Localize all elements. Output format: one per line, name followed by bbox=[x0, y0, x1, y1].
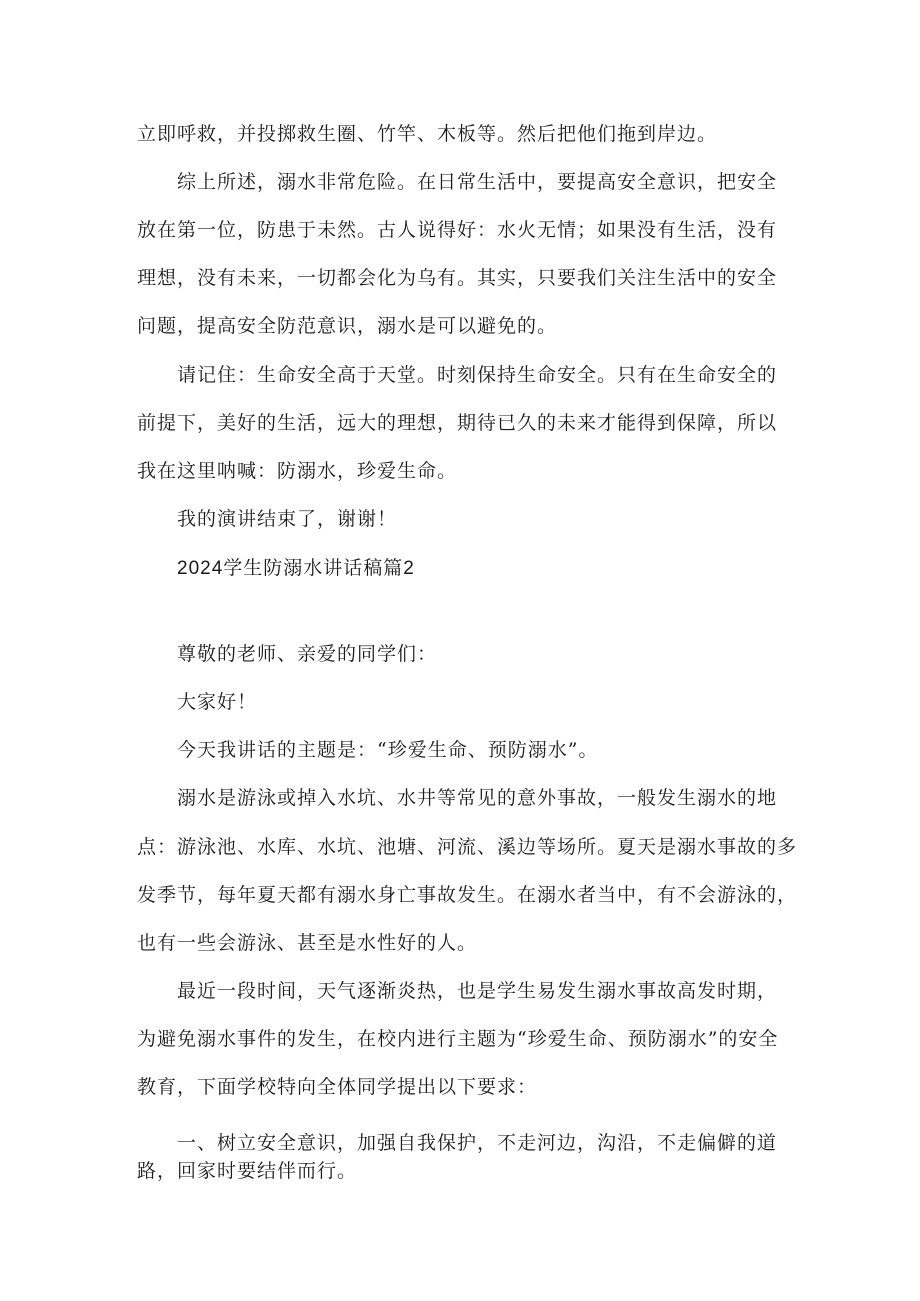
paragraph-line: 溺水是游泳或掉入水坑、水井等常见的意外事故，一般发生溺水的地 bbox=[177, 787, 778, 809]
paragraph-line: 教育，下面学校特向全体同学提出以下要求： bbox=[137, 1076, 538, 1098]
paragraph-line: 放在第一位，防患于未然。古人说得好：水火无情；如果没有生活，没有 bbox=[137, 219, 778, 241]
paragraph-line: 我在这里呐喊：防溺水，珍爱生命。 bbox=[137, 460, 458, 482]
paragraph-line: 今天我讲话的主题是：“珍爱生命、预防溺水”。 bbox=[177, 739, 599, 761]
salutation: 尊敬的老师、亲爱的同学们： bbox=[177, 643, 438, 665]
paragraph-line: 路，回家时要结伴而行。 bbox=[137, 1160, 358, 1182]
paragraph-line: 最近一段时间，天气逐渐炎热，也是学生易发生溺水事故高发时期， bbox=[177, 980, 778, 1002]
paragraph-line: 请记住：生命安全高于天堂。时刻保持生命安全。只有在生命安全的 bbox=[177, 364, 778, 386]
paragraph-line: 一、树立安全意识，加强自我保护，不走河边，沟沿，不走偏僻的道 bbox=[177, 1132, 778, 1154]
paragraph-line: 综上所述，溺水非常危险。在日常生活中，要提高安全意识，把安全 bbox=[177, 171, 778, 193]
paragraph-line: 立即呼救，并投掷救生圈、竹竿、木板等。然后把他们拖到岸边。 bbox=[137, 123, 718, 145]
section-heading: 2024学生防溺水讲话稿篇2 bbox=[177, 558, 415, 579]
paragraph-line: 发季节，每年夏天都有溺水身亡事故发生。在溺水者当中，有不会游泳的， bbox=[137, 884, 798, 906]
paragraph-line: 为避免溺水事件的发生，在校内进行主题为“珍爱生命、预防溺水”的安全 bbox=[137, 1028, 779, 1050]
paragraph-line: 我的演讲结束了，谢谢！ bbox=[177, 508, 398, 530]
paragraph-line: 点：游泳池、水库、水坑、池塘、河流、溪边等场所。夏天是溺水事故的多 bbox=[137, 836, 798, 858]
paragraph-line: 前提下，美好的生活，远大的理想，期待已久的未来才能得到保障，所以 bbox=[137, 412, 778, 434]
paragraph-line: 也有一些会游泳、甚至是水性好的人。 bbox=[137, 932, 478, 954]
greeting: 大家好！ bbox=[177, 691, 258, 713]
paragraph-line: 问题，提高安全防范意识，溺水是可以避免的。 bbox=[137, 315, 558, 337]
paragraph-line: 理想，没有未来，一切都会化为乌有。其实，只要我们关注生活中的安全 bbox=[137, 267, 778, 289]
